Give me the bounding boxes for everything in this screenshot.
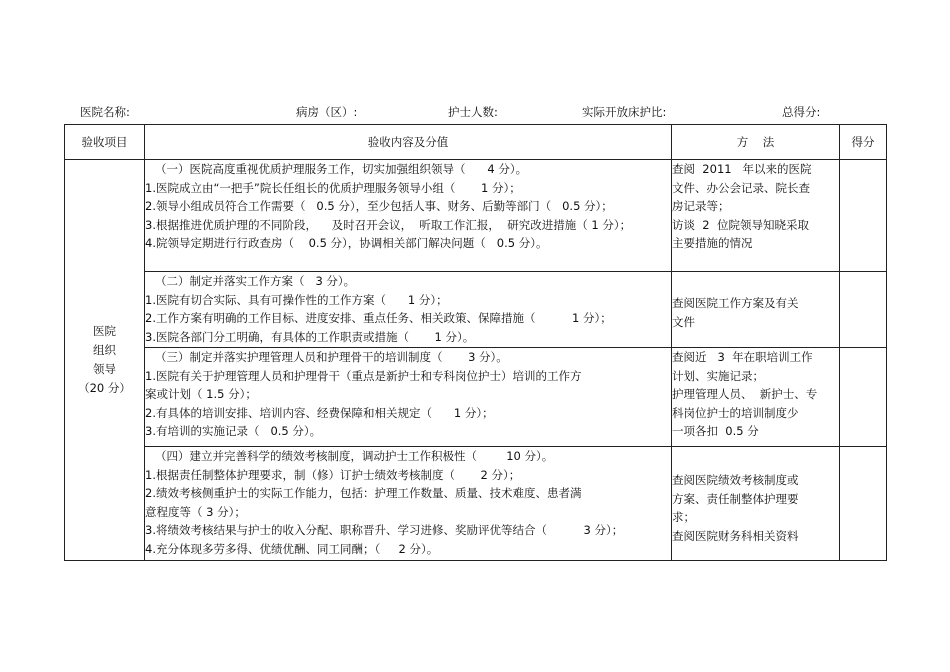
method-cell <box>672 272 840 348</box>
category-cell <box>65 160 145 561</box>
nurse-count-label: 护士人数: <box>448 105 498 119</box>
content-line: 3.有培训的实施记录（ 0.5 分）。 <box>145 424 322 438</box>
content-line: 1.医院有关于护理管理人员和护理骨干（重点是新护士和专科岗位护士）培训的工作方 <box>145 368 582 383</box>
table-row <box>65 348 887 447</box>
content-line: 3.根据推进优质护理的不同阶段， 及时召开会议， 听取工作汇报， 研究改进措施（ 1 分）； <box>145 217 632 232</box>
method-cell <box>672 348 840 447</box>
section-title: （二）制定并落实工作方案（ 3 分）。 <box>155 274 356 288</box>
method-line: 房记录等； <box>672 199 730 213</box>
header-content: 验收内容及分值 <box>145 125 672 160</box>
score-cell[interactable] <box>840 160 887 272</box>
section-title: （一）医院高度重视优质护理服务工作，切实加强组织领导（ 4 分）。 <box>155 162 528 176</box>
method-line: 查阅医院工作方案及有关 <box>672 296 799 310</box>
table-header-row <box>65 125 887 160</box>
ward-label: 病房（区）: <box>296 105 358 119</box>
content-line: 意程度等（ 3 分）； <box>145 504 246 519</box>
method-line: 访谈 2 位院领导知晓采取 <box>672 217 809 232</box>
method-cell <box>672 447 840 561</box>
bed-ratio-label: 实际开放床护比: <box>582 105 667 119</box>
content-line: 3.医院各部门分工明确，有具体的工作职责或措施（ 1 分）。 <box>145 329 475 344</box>
acceptance-table <box>64 124 887 561</box>
section-title: （三）制定并落实护理管理人员和护理骨干的培训制度（ 3 分）。 <box>155 350 508 364</box>
table-row <box>65 447 887 561</box>
content-line: 2.绩效考核侧重护士的实际工作能力，包括：护理工作数量、质量、技术难度、患者满 <box>145 486 582 500</box>
table-row <box>65 272 887 348</box>
method-line: 查阅医院绩效考核制度或 <box>672 473 799 487</box>
method-line: 主要措施的情况 <box>672 236 753 250</box>
section-title: （四）建立并完善科学的绩效考核制度，调动护士工作积极性（ 10 分）。 <box>155 449 554 463</box>
content-cell <box>145 160 672 272</box>
content-line: 1.根据责任制整体护理要求，制（修）订护士绩效考核制度（ 2 分）； <box>145 467 521 482</box>
method-line: 查阅 2011 年以来的医院 <box>672 162 812 176</box>
header-item: 验收项目 <box>65 125 145 160</box>
content-line: 3.将绩效考核结果与护士的收入分配、职称晋升、学习进修、奖励评优等结合（ 3 分）； <box>145 523 624 537</box>
method-line: 求； <box>672 510 695 524</box>
category-line: 组织 <box>93 343 116 357</box>
method-line: 计划、实施记录； <box>672 368 764 383</box>
content-cell <box>145 272 672 348</box>
content-line: 1.医院有切合实际、具有可操作性的工作方案（ 1 分）； <box>145 292 448 307</box>
category-line: （20 分） <box>78 381 131 395</box>
hospital-name-label: 医院名称: <box>80 105 130 119</box>
content-line: 2.工作方案有明确的工作目标、进度安排、重点任务、相关政策、保障措施（ 1 分）； <box>145 311 612 325</box>
total-score-label: 总得分: <box>782 105 821 119</box>
content-line: 1.医院成立由“一把手”院长任组长的优质护理服务领导小组（ 1 分）； <box>145 180 521 195</box>
method-line: 护理管理人员、 新护士、专 <box>672 387 818 401</box>
score-cell[interactable] <box>840 447 887 561</box>
content-line: 案或计划（ 1.5 分）； <box>145 387 257 401</box>
method-line: 文件、办公会记录、院长查 <box>672 180 810 195</box>
score-cell[interactable] <box>840 348 887 447</box>
category-line: 领导 <box>93 362 116 376</box>
content-line: 2.有具体的培训安排、培训内容、经费保障和相关规定（ 1 分）； <box>145 405 494 420</box>
method-line: 查阅医院财务科相关资料 <box>672 528 799 543</box>
category-line: 医院 <box>93 324 116 338</box>
header-method: 方 法 <box>672 125 840 160</box>
content-cell <box>145 348 672 447</box>
method-cell <box>672 160 840 272</box>
method-line: 查阅近 3 年在职培训工作 <box>672 350 813 364</box>
form-header-info <box>80 104 870 120</box>
header-score: 得分 <box>840 125 887 160</box>
method-line: 科岗位护士的培训制度少 <box>672 405 799 420</box>
content-line: 4.充分体现多劳多得、优绩优酬、同工同酬；（ 2 分）。 <box>145 541 439 556</box>
content-line: 2.领导小组成员符合工作需要（ 0.5 分），至少包括人事、财务、后勤等部门（ 0.5 分）； <box>145 199 613 213</box>
content-cell <box>145 447 672 561</box>
table-row <box>65 160 887 272</box>
method-line: 文件 <box>672 314 695 329</box>
score-cell[interactable] <box>840 272 887 348</box>
method-line: 方案、责任制整体护理要 <box>672 491 799 506</box>
content-line: 4.院领导定期进行行政查房（ 0.5 分），协调相关部门解决问题（ 0.5 分）。 <box>145 236 548 250</box>
method-line: 一项各扣 0.5 分 <box>672 424 759 438</box>
